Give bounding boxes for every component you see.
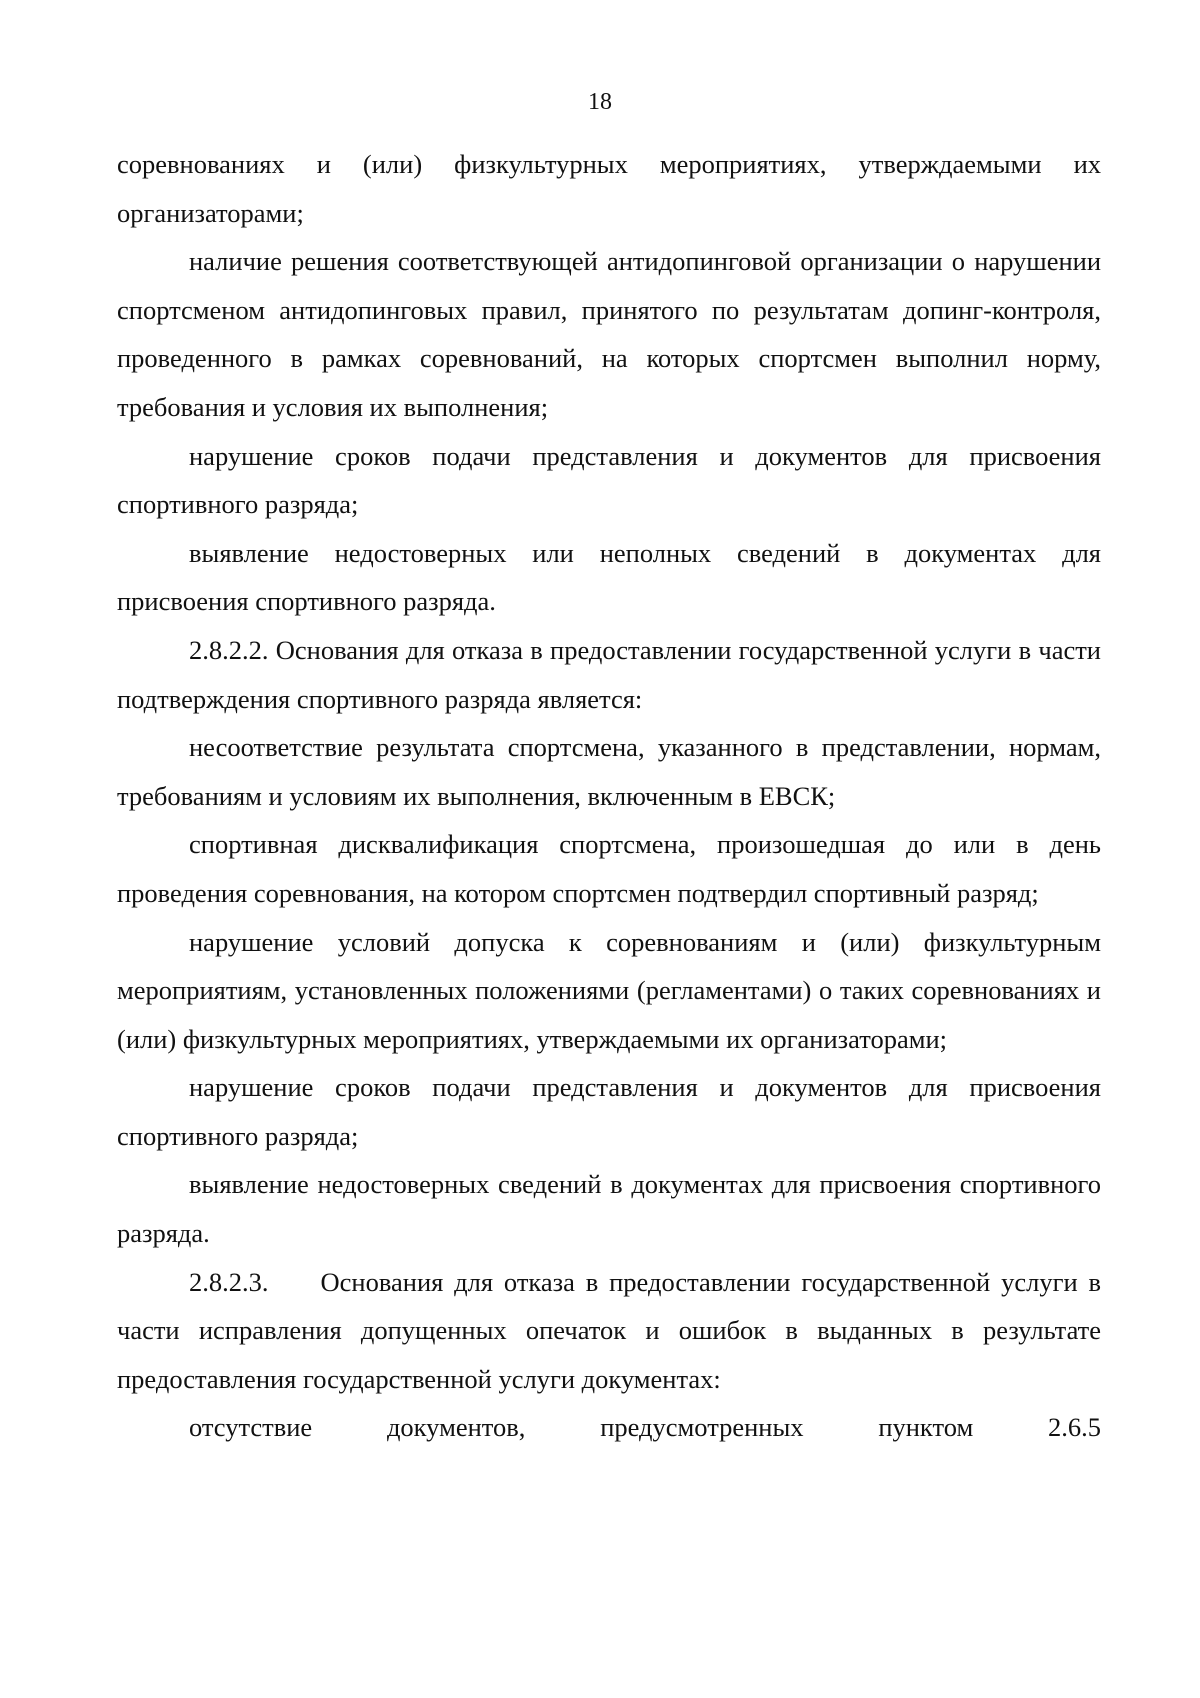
section-text: Основания для отказа в предоставлении государственной услуги в части исправления допущенных опечаток и ошибок в выданных в результате предоставления государственной услуги документах: <box>117 1266 1101 1394</box>
paragraph-section-2-8-2-3 <box>117 1258 1101 1404</box>
paragraph-false-information-2: выявление недостоверных сведений в документах для присвоения спортивного разряда. <box>117 1169 1101 1249</box>
paragraph-missing-documents: отсутствие документов, предусмотренных пунктом 2.6.5 <box>189 1412 1101 1443</box>
paragraph-result-mismatch: несоответствие результата спортсмена, указанного в представлении, нормам, требованиям и условиям их выполнения, включенным в ЕВСК; <box>117 732 1101 811</box>
section-number: 2.8.2.3. <box>189 1266 269 1297</box>
paragraph-deadline-violation: нарушение сроков подачи представления и документов для присвоения спортивного разряда; <box>117 440 1101 520</box>
page-number: 18 <box>588 89 612 115</box>
paragraph-antidoping-decision: наличие решения соответствующей антидопинговой организации о нарушении спортсменом антидопинговых правил, принятого по результатам допинг-контроля, проведенного в рамках соревнований, на которых спортсмен выполнил норму, требования и условия их выполнения; <box>117 246 1101 422</box>
paragraph-disqualification: спортивная дисквалификация спортсмена, произошедшая до или в день проведения соревнования, на котором спортсмен подтвердил спортивный разряд; <box>117 829 1101 908</box>
document-body <box>117 140 1101 1452</box>
paragraph-continuation: соревнованиях и (или) физкультурных мероприятиях, утверждаемыми их организаторами; <box>117 149 1101 228</box>
paragraph-deadline-violation-2: нарушение сроков подачи представления и документов для присвоения спортивного разряда; <box>117 1072 1101 1151</box>
paragraph-admission-violation: нарушение условий допуска к соревнованиям и (или) физкультурным мероприятиям, установленных положениями (регламентами) о таких соревнованиях и (или) физкультурных мероприятиях, утверждаемыми их организаторами; <box>117 926 1101 1054</box>
paragraph-section-2-8-2-2: 2.8.2.2. Основания для отказа в предоставлении государственной услуги в части подтверждения спортивного разряда является: <box>117 634 1101 714</box>
paragraph-false-information: выявление недостоверных или неполных сведений в документах для присвоения спортивного разряда. <box>117 537 1101 617</box>
